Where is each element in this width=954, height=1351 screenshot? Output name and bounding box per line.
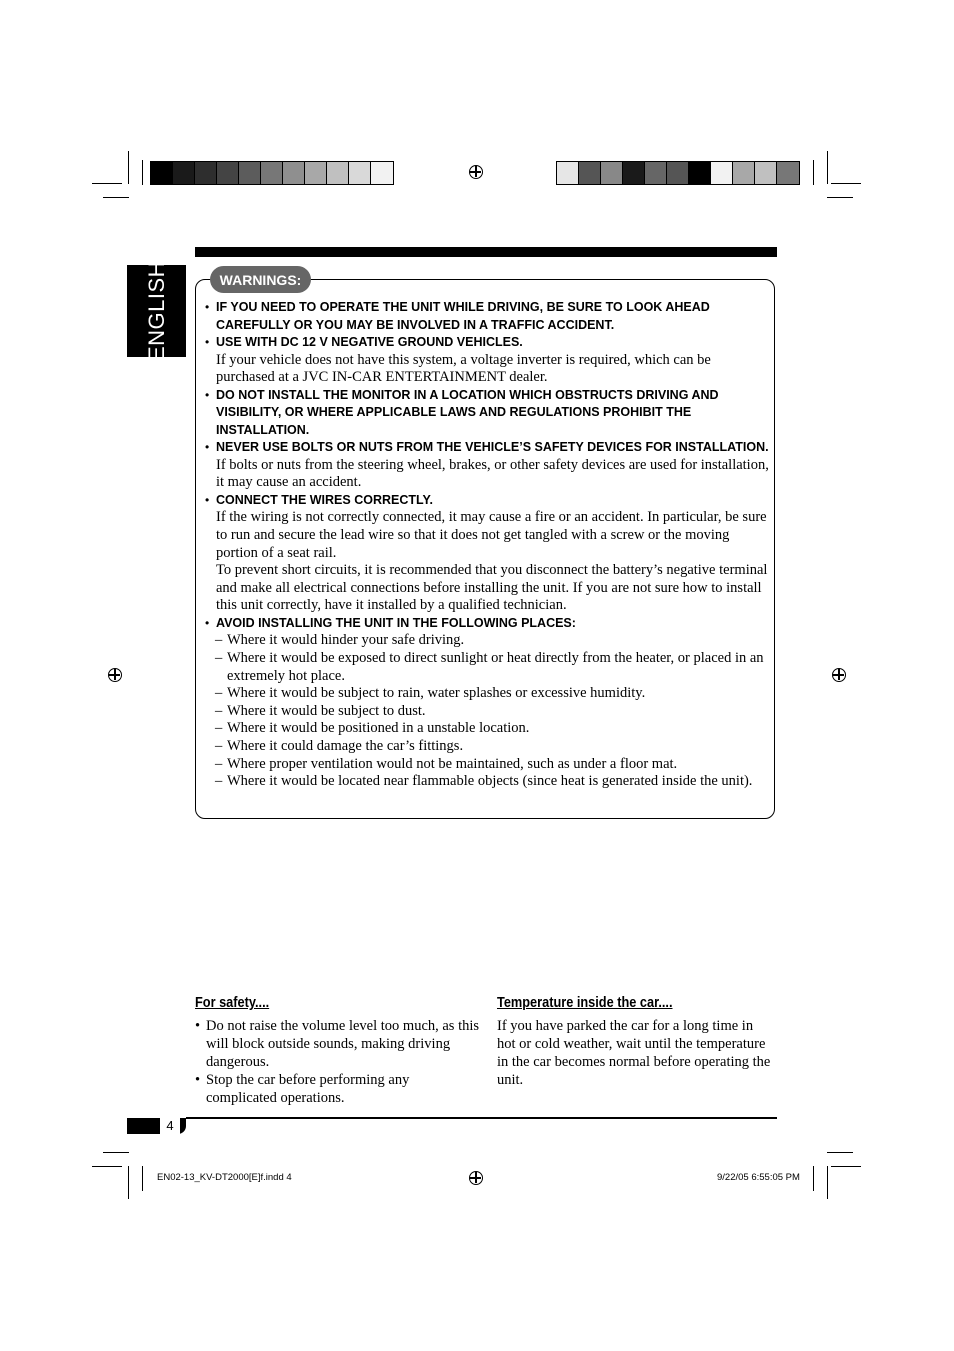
crop-mark [831, 1166, 861, 1167]
list-item: • Stop the car before performing any complicated operations. [195, 1072, 410, 1106]
color-swatch [283, 162, 305, 184]
warning-heading: NEVER USE BOLTS OR NUTS FROM THE VEHICLE’S SAFETY DEVICES FOR INSTALLATION. [216, 440, 769, 455]
safety-section [195, 994, 480, 1107]
registration-mark-icon [832, 668, 846, 682]
crop-mark [92, 1166, 122, 1167]
crop-mark [128, 151, 129, 184]
color-swatch [623, 162, 645, 184]
crop-mark [827, 197, 853, 198]
list-item: – Where it would be exposed to direct sunlight or heat directly from the heater, or placed in an extremely hot place. [215, 650, 764, 684]
registration-mark-icon [469, 165, 483, 179]
color-swatch [173, 162, 195, 184]
page-number: 4 [160, 1118, 180, 1134]
warning-body: If your vehicle does not have this system, a voltage inverter is required, which can be purchased at a JVC IN-CAR ENTERTAINMENT dealer. [216, 351, 711, 386]
warning-heading: DO NOT INSTALL THE MONITOR IN A LOCATION WHICH OBSTRUCTS DRIVING AND VISIBILITY, OR WHERE APPLICABLE LAWS AND REGULATIONS PROHIBIT THE INSTALLATION. [216, 387, 719, 437]
color-swatch [711, 162, 733, 184]
color-swatch [557, 162, 579, 184]
color-swatch [261, 162, 283, 184]
crop-mark [103, 197, 129, 198]
crop-mark [103, 1152, 129, 1153]
crop-mark [813, 160, 814, 185]
color-swatch [239, 162, 261, 184]
warnings-content [205, 299, 770, 791]
language-tab [127, 260, 186, 362]
crop-mark [831, 183, 861, 184]
crop-mark [827, 151, 828, 184]
safety-title: For safety.... [195, 994, 270, 1011]
language-tab-label: ENGLISH [143, 260, 169, 362]
color-swatch [195, 162, 217, 184]
registration-mark-icon [108, 668, 122, 682]
temperature-section [497, 994, 775, 1089]
warnings-label: WARNINGS: [210, 266, 311, 293]
warning-heading: IF YOU NEED TO OPERATE THE UNIT WHILE DRIVING, BE SURE TO LOOK AHEAD CAREFULLY OR YOU MAY BE INVOLVED IN A TRAFFIC ACCIDENT. [216, 300, 710, 332]
list-item: – Where it would be subject to rain, water splashes or excessive humidity. [215, 685, 646, 702]
color-swatch [601, 162, 623, 184]
places-list [205, 632, 770, 790]
crop-mark [813, 1166, 814, 1191]
color-swatch [645, 162, 667, 184]
color-swatch [777, 162, 799, 184]
footer-filename: EN02-13_KV-DT2000[E]f.indd 4 [157, 1172, 292, 1183]
crop-mark [142, 1166, 143, 1191]
color-swatch [349, 162, 371, 184]
list-item: – Where it would be subject to dust. [215, 702, 426, 719]
warning-item: • IF YOU NEED TO OPERATE THE UNIT WHILE DRIVING, BE SURE TO LOOK AHEAD CAREFULLY OR YOU MAY BE INVOLVED IN A TRAFFIC ACCIDENT. [205, 299, 770, 334]
list-item: – Where proper ventilation would not be maintained, such as under a floor mat. [215, 755, 678, 772]
temperature-title: Temperature inside the car.... [497, 994, 673, 1011]
warning-item: • CONNECT THE WIRES CORRECTLY. If the wiring is not correctly connected, it may cause a fire or an accident. In particular, be sure to run and secure the lead wire so that it does not get tangled with a screw or the moving portion of a seat rail. To prevent short circuits, it is recommended that you disconnect the battery’s negative terminal and make all electrical connections before installing the unit. If you are not sure how to install this unit correctly, have it installed by a qualified technician. [205, 492, 770, 615]
color-swatch [305, 162, 327, 184]
color-swatch [371, 162, 393, 184]
list-item: – Where it could damage the car’s fittings. [215, 738, 464, 754]
warning-item: • DO NOT INSTALL THE MONITOR IN A LOCATION WHICH OBSTRUCTS DRIVING AND VISIBILITY, OR WHERE APPLICABLE LAWS AND REGULATIONS PROHIBIT THE INSTALLATION. [205, 387, 770, 440]
color-calibration-bar-right [556, 161, 800, 185]
list-item: • Do not raise the volume level too much, as this will block outside sounds, making driving dangerous. [195, 1018, 480, 1070]
crop-mark [92, 183, 122, 184]
warning-item: • USE WITH DC 12 V NEGATIVE GROUND VEHICLES. If your vehicle does not have this system, a voltage inverter is required, which can be purchased at a JVC IN-CAR ENTERTAINMENT dealer. [205, 334, 770, 387]
color-calibration-bar-left [150, 161, 394, 185]
list-item: – Where it would hinder your safe driving. [215, 632, 465, 649]
warning-heading: AVOID INSTALLING THE UNIT IN THE FOLLOWING PLACES: [216, 615, 576, 630]
warning-body: If bolts or nuts from the steering wheel, brakes, or other safety devices are used for installation, it may cause an accident. [216, 456, 769, 491]
footer-date: 9/22/05 6:55:05 PM [717, 1172, 800, 1183]
list-item: – Where it would be located near flammable objects (since heat is generated inside the unit). [215, 773, 753, 790]
temperature-text: If you have parked the car for a long time in hot or cold weather, wait until the temperature in the car becomes normal before operating the unit. [497, 1018, 771, 1088]
color-swatch [733, 162, 755, 184]
top-rule [195, 247, 777, 257]
crop-mark [827, 1166, 828, 1199]
color-swatch [689, 162, 711, 184]
bottom-rule [186, 1117, 777, 1119]
warning-item: • AVOID INSTALLING THE UNIT IN THE FOLLOWING PLACES: [205, 615, 770, 633]
warning-body: To prevent short circuits, it is recommended that you disconnect the battery’s negative terminal and make all electrical connections before installing the unit. If you are not sure how to install this unit correctly, have it installed by a qualified technician. [216, 562, 768, 614]
color-swatch [755, 162, 777, 184]
color-swatch [667, 162, 689, 184]
list-item: – Where it would be positioned in a unstable location. [215, 720, 530, 737]
color-swatch [327, 162, 349, 184]
color-swatch [579, 162, 601, 184]
warning-heading: CONNECT THE WIRES CORRECTLY. [216, 492, 433, 507]
color-swatch [217, 162, 239, 184]
crop-mark [142, 160, 143, 185]
warning-body: If the wiring is not correctly connected, it may cause a fire or an accident. In particular, be sure to run and secure the lead wire so that it does not get tangled with a screw or the moving portion of a seat rail. [216, 509, 767, 561]
warning-item: • NEVER USE BOLTS OR NUTS FROM THE VEHICLE’S SAFETY DEVICES FOR INSTALLATION. If bolts or nuts from the steering wheel, brakes, or other safety devices are used for installation, it may cause an accident. [205, 440, 769, 491]
crop-mark [827, 1152, 853, 1153]
crop-mark [128, 1166, 129, 1199]
color-swatch [151, 162, 173, 184]
warning-heading: USE WITH DC 12 V NEGATIVE GROUND VEHICLES. [216, 335, 523, 349]
registration-mark-icon [469, 1171, 483, 1185]
